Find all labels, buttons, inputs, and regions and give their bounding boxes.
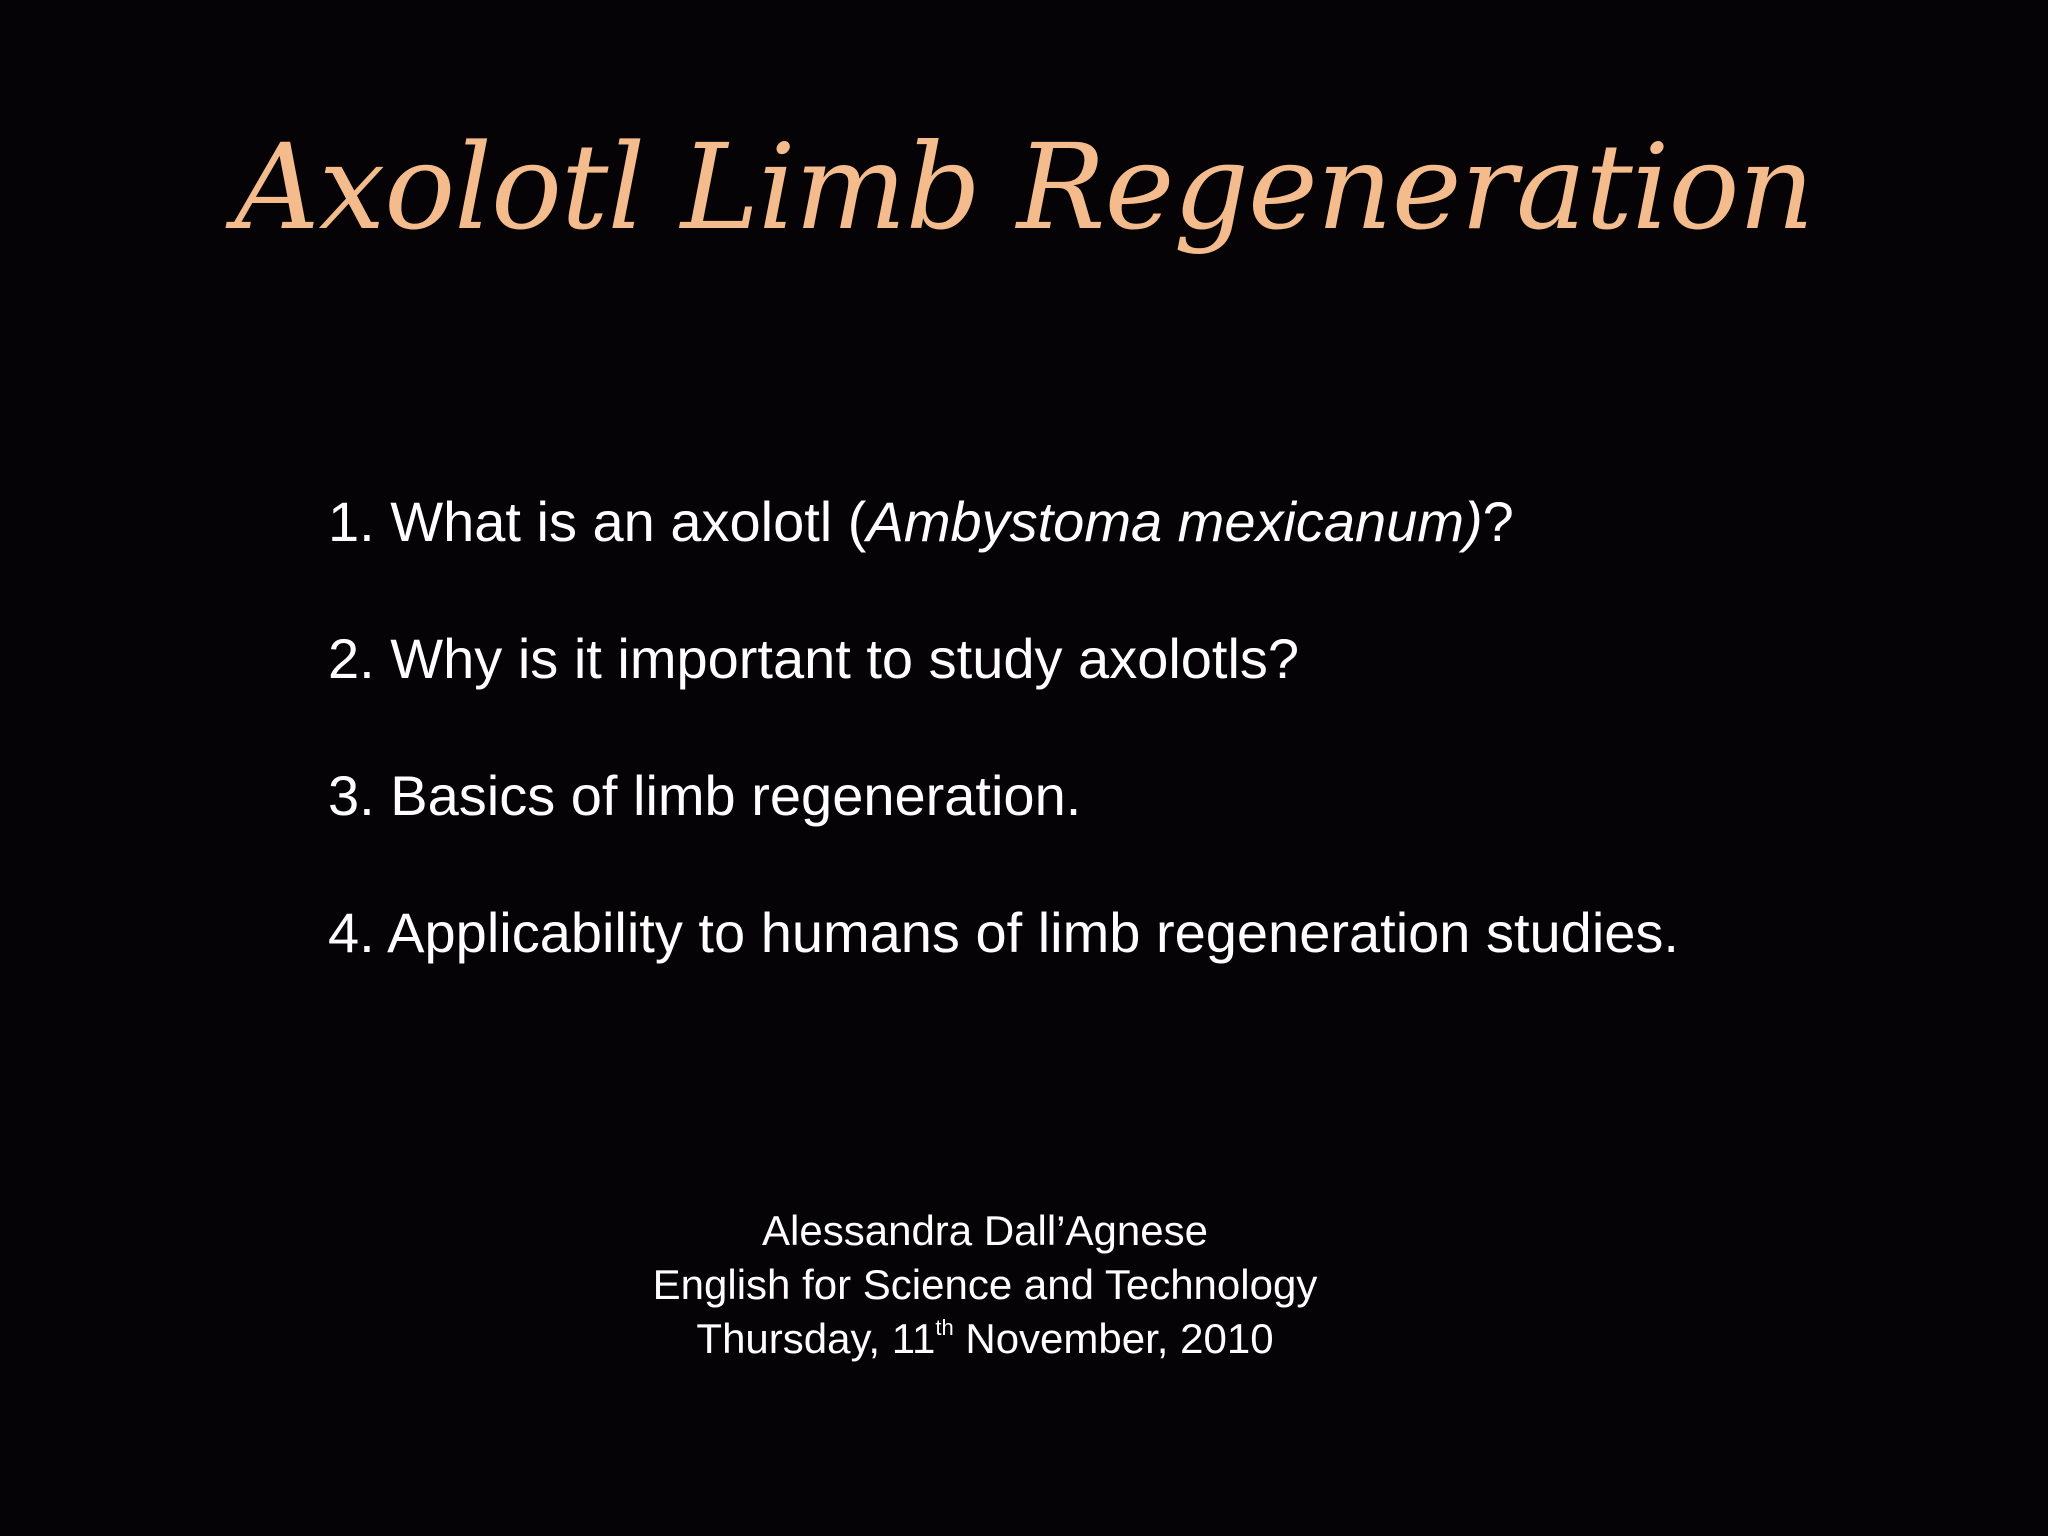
outline-item-1 — [328, 490, 1679, 554]
date-day: Thursday, 11 — [696, 1315, 936, 1362]
author-name: Alessandra Dall’Agnese — [762, 1207, 1208, 1254]
outline-item-number: 4. — [328, 901, 375, 964]
outline-item-text: Basics of limb regeneration. — [390, 764, 1082, 827]
outline-item-4 — [328, 901, 1679, 965]
outline-item-text: Applicability to humans of limb regeneration studies. — [387, 901, 1679, 964]
outline-item-number: 1. — [328, 490, 375, 553]
outline-item-text-end: ? — [1482, 490, 1514, 553]
date-ordinal: th — [935, 1315, 954, 1340]
outline-item-3 — [328, 764, 1679, 828]
outline-item-text: What is an axolotl ( — [390, 490, 867, 553]
outline-item-number: 3. — [328, 764, 375, 827]
slide-footer — [0, 1204, 1970, 1366]
outline-item-number: 2. — [328, 627, 375, 690]
presentation-date — [0, 1312, 1970, 1366]
outline-item-2 — [328, 627, 1679, 691]
outline-list — [328, 490, 1679, 1038]
slide-title: Axolotl Limb Regeneration — [234, 118, 1814, 256]
species-name: Ambystoma mexicanum) — [866, 490, 1483, 553]
date-rest: November, 2010 — [953, 1315, 1274, 1362]
outline-item-text: Why is it important to study axolotls? — [390, 627, 1300, 690]
course-name: English for Science and Technology — [652, 1261, 1318, 1308]
